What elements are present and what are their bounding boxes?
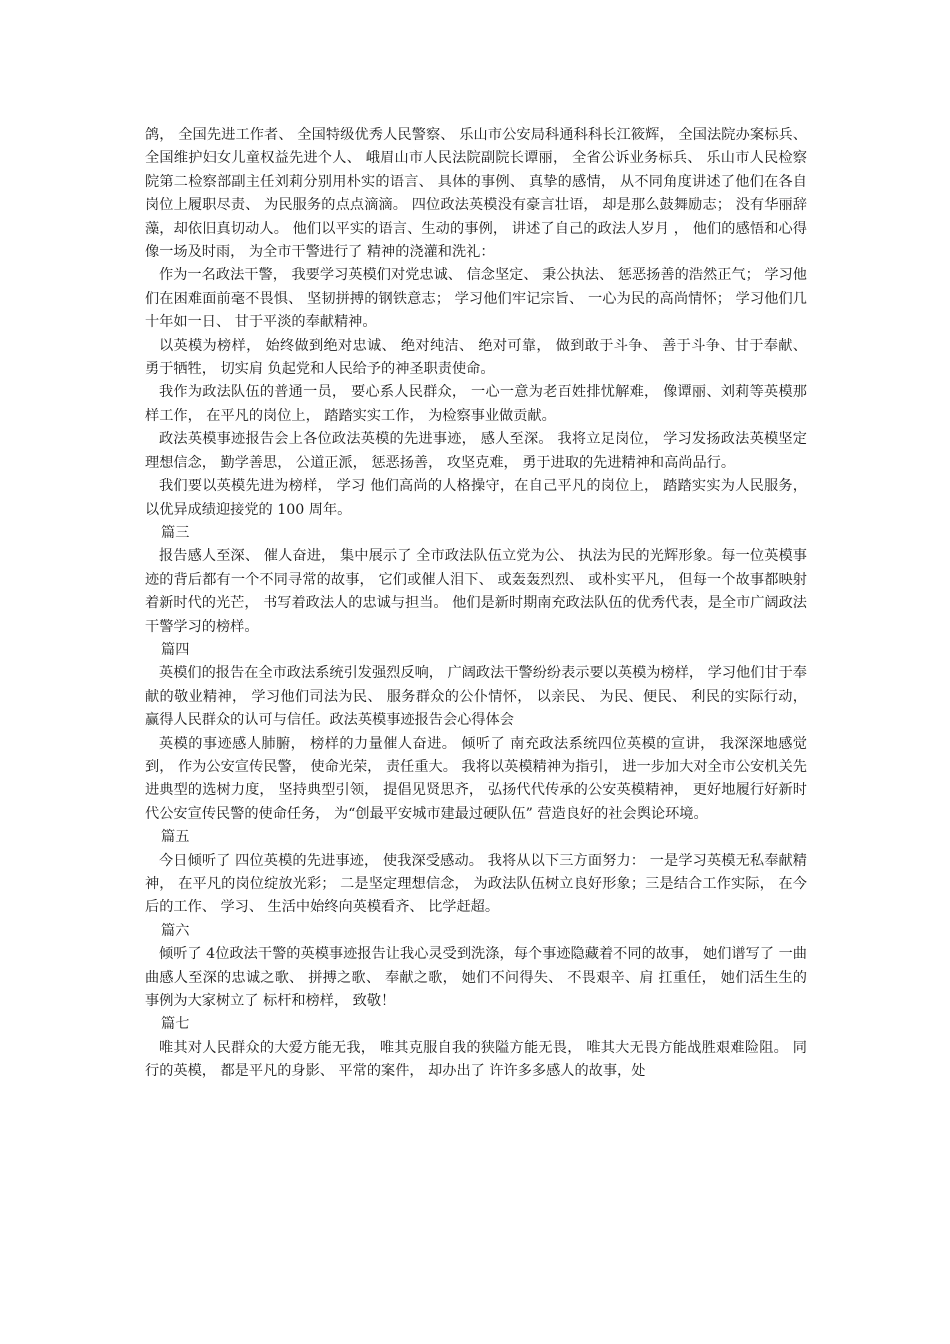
section-heading-7: 篇七 [161, 1016, 190, 1033]
section-heading-4: 篇四 [161, 641, 190, 658]
paragraph-9: 英模的事迹感人肺腑， 榜样的力量催人奋进。 倾听了 南充政法系统四位英模的宣讲， 我深深地感觉到， 作为公安宣传民警， 使命光荣， 责任重大。 我将以英模精神为指引， 进一步加大对全市公安机关先进典型的选树力度， 坚持典型引领， 提倡见贤思齐， 弘扬代代传承的公安英模精神， 更好地履行好新时代公安宣传民警的使命任务， 为“创最平安城市建最过硬队伍” 营造良好的社会舆论环境。 [145, 735, 807, 822]
paragraph-11: 倾听了 4位政法干警的英模事迹报告让我心灵受到洗涤，每个事迹隐藏着不同的故事， 她们谱写了 一曲曲感人至深的忠诚之歌、 拼搏之歌、 奉献之歌， 她们不问得失、 不畏艰辛、肩 扛重任， 她们活生生的事例为大家树立了 标杆和榜样， 致敬！ [145, 946, 807, 1010]
paragraph-4: 我作为政法队伍的普通一员， 要心系人民群众， 一心一意为老百姓排忧解难， 像谭丽、刘莉等英模那样工作， 在平凡的岗位上， 踏踏实实工作， 为检察事业做贡献。 [145, 384, 807, 424]
paragraph-6: 我们要以英模先进为榜样， 学习 他们高尚的人格操守，在自己平凡的岗位上， 踏踏实实为人民服务， 以优异成绩迎接党的 100 周年。 [145, 478, 807, 518]
section-heading-6: 篇六 [161, 922, 190, 939]
paragraph-8: 英模们的报告在全市政法系统引发强烈反响， 广阔政法干警纷纷表示要以英模为榜样， 学习他们甘于奉献的敬业精神， 学习他们司法为民、 服务群众的公仆情怀， 以亲民、 为民、便民、 利民的实际行动， 赢得人民群众的认可与信任。政法英模事迹报告会心得体会 [145, 665, 807, 729]
paragraph-1: 鸽， 全国先进工作者、 全国特级优秀人民警察、 乐山市公安局科通科科长江筱辉， 全国法院办案标兵、 全国维护妇女儿童权益先进个人、 峨眉山市人民法院副院长谭丽， 全省公诉业务标兵、 乐山市人民检察院第二检察部副主任刘莉分别用朴实的语言、 具体的事例、 真挚的感情， 从不同角度讲述了他们在各自岗位上履职尽责、 为民服务的点点滴滴。 四位政法英模没有豪言壮语， 却是那么鼓舞励志； 没有华丽辞藻，却依旧真切动人。 他们以平实的语言、生动的事例， 讲述了自己的政法人岁月 ， 他们的感悟和心得像一场及时雨， 为全市干警进行了 精神的浇灌和洗礼： [145, 127, 807, 261]
paragraph-7: 报告感人至深、 催人奋进， 集中展示了 全市政法队伍立党为公、 执法为民的光辉形象。每一位英模事迹的背后都有一个不同寻常的故事， 它们或催人泪下、 或轰轰烈烈、 或朴实平凡， 但每一个故事都映射着新时代的光芒， 书写着政法人的忠诚与担当。 他们是新时期南充政法队伍的优秀代表，是全市广阔政法干警学习的榜样。 [145, 548, 807, 635]
section-heading-3: 篇三 [161, 524, 190, 541]
paragraph-10: 今日倾听了 四位英模的先进事迹， 使我深受感动。 我将从以下三方面努力： 一是学习英模无私奉献精神， 在平凡的岗位绽放光彩； 二是坚定理想信念， 为政法队伍树立良好形象；三是结合工作实际， 在今后的工作、 学习、 生活中始终向英模看齐、 比学赶超。 [145, 852, 807, 916]
paragraph-5: 政法英模事迹报告会上各位政法英模的先进事迹， 感人至深。 我将立足岗位， 学习发扬政法英模坚定理想信念， 勤学善思， 公道正派， 惩恶扬善， 攻坚克难， 勇于进取的先进精神和高尚品行。 [145, 431, 807, 471]
section-heading-5: 篇五 [161, 829, 190, 846]
paragraph-12: 唯其对人民群众的大爱方能无我， 唯其克服自我的狭隘方能无畏， 唯其大无畏方能战胜艰难险阻。 同行的英模， 都是平凡的身影、 平常的案件， 却办出了 许许多多感人的故事，处 [145, 1039, 807, 1080]
paragraph-2: 作为一名政法干警， 我要学习英模们对党忠诚、 信念坚定、 秉公执法、 惩恶扬善的浩然正气； 学习他们在困难面前毫不畏惧、 坚韧拼搏的钢铁意志； 学习他们牢记宗旨、 一心为民的高尚情怀； 学习他们几十年如一日、 甘于平淡的奉献精神。 [145, 267, 807, 331]
document-body [145, 124, 807, 1084]
paragraph-3: 以英模为榜样， 始终做到绝对忠诚、 绝对纯洁、 绝对可靠， 做到敢于斗争、 善于斗争、甘于奉献、 勇于牺牲， 切实肩 负起党和人民给予的神圣职责使命。 [145, 337, 807, 378]
